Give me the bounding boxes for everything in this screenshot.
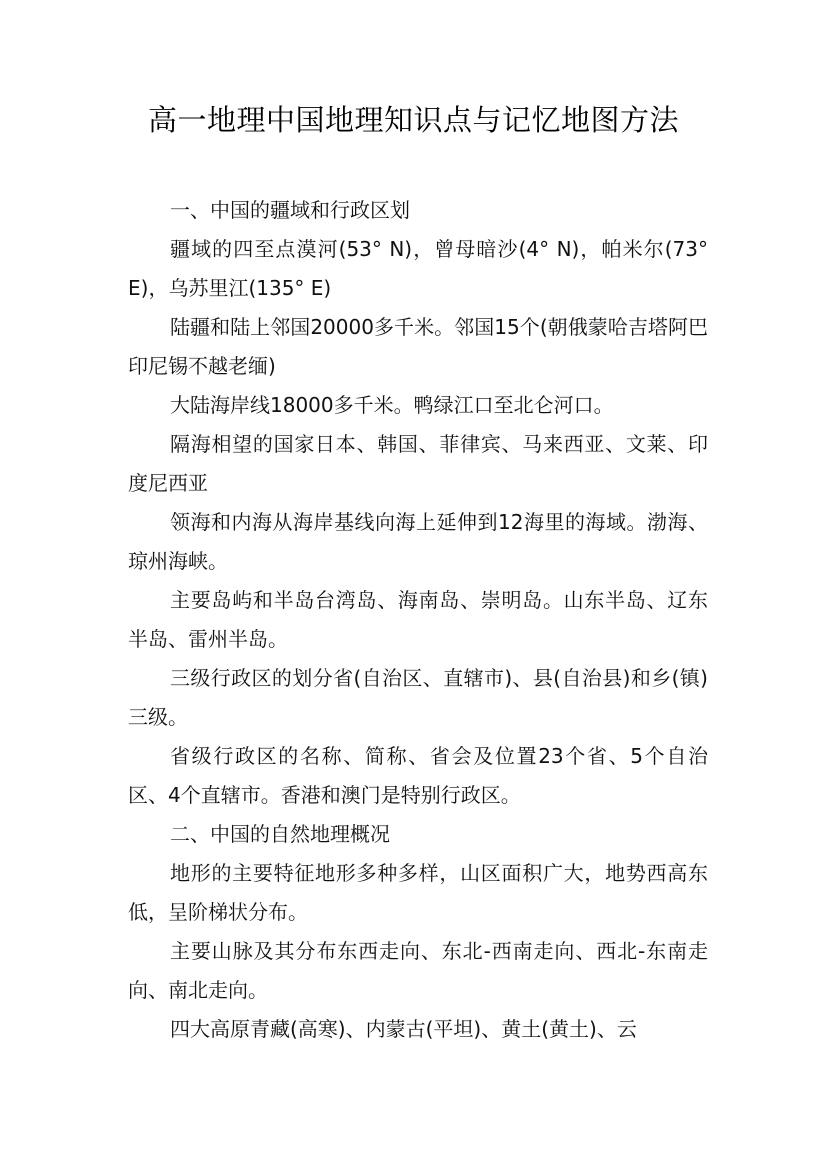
- paragraph-extreme-points: 疆域的四至点漠河(53° N)，曾母暗沙(4° N)，帕米尔(73° E)，乌苏里江(135° E): [128, 237, 708, 300]
- paragraph-admin-levels: 三级行政区的划分省(自治区、直辖市)、县(自治县)和乡(镇)三级。: [128, 666, 708, 729]
- paragraph-terrain: 地形的主要特征地形多种多样，山区面积广大，地势西高东低，呈阶梯状分布。: [128, 861, 708, 924]
- paragraph-islands: 主要岛屿和半岛台湾岛、海南岛、崇明岛。山东半岛、辽东半岛、雷州半岛。: [128, 588, 708, 651]
- paragraph-territorial-sea: 领海和内海从海岸基线向海上延伸到12海里的海域。渤海、琼州海峡。: [128, 510, 708, 573]
- paragraph-mountains: 主要山脉及其分布东西走向、东北-西南走向、西北-东南走向、南北走向。: [128, 939, 708, 1002]
- paragraph-sea-neighbors: 隔海相望的国家日本、韩国、菲律宾、马来西亚、文莱、印度尼西亚: [128, 432, 708, 495]
- paragraph-provinces: 省级行政区的名称、简称、省会及位置23个省、5个自治区、4个直辖市。香港和澳门是特别行政区。: [128, 744, 708, 807]
- paragraph-land-border: 陆疆和陆上邻国20000多千米。邻国15个(朝俄蒙哈吉塔阿巴印尼锡不越老缅): [128, 315, 708, 378]
- document-body: [128, 191, 708, 1049]
- document-title: 高一地理中国地理知识点与记忆地图方法: [147, 103, 679, 137]
- paragraph-coastline: 大陆海岸线18000多千米。鸭绿江口至北仑河口。: [170, 393, 614, 417]
- section-heading-1: 一、中国的疆域和行政区划: [170, 198, 410, 222]
- section-heading-2: 二、中国的自然地理概况: [170, 822, 390, 846]
- paragraph-plateaus: 四大高原青藏(高寒)、内蒙古(平坦)、黄土(黄土)、云: [170, 1017, 637, 1041]
